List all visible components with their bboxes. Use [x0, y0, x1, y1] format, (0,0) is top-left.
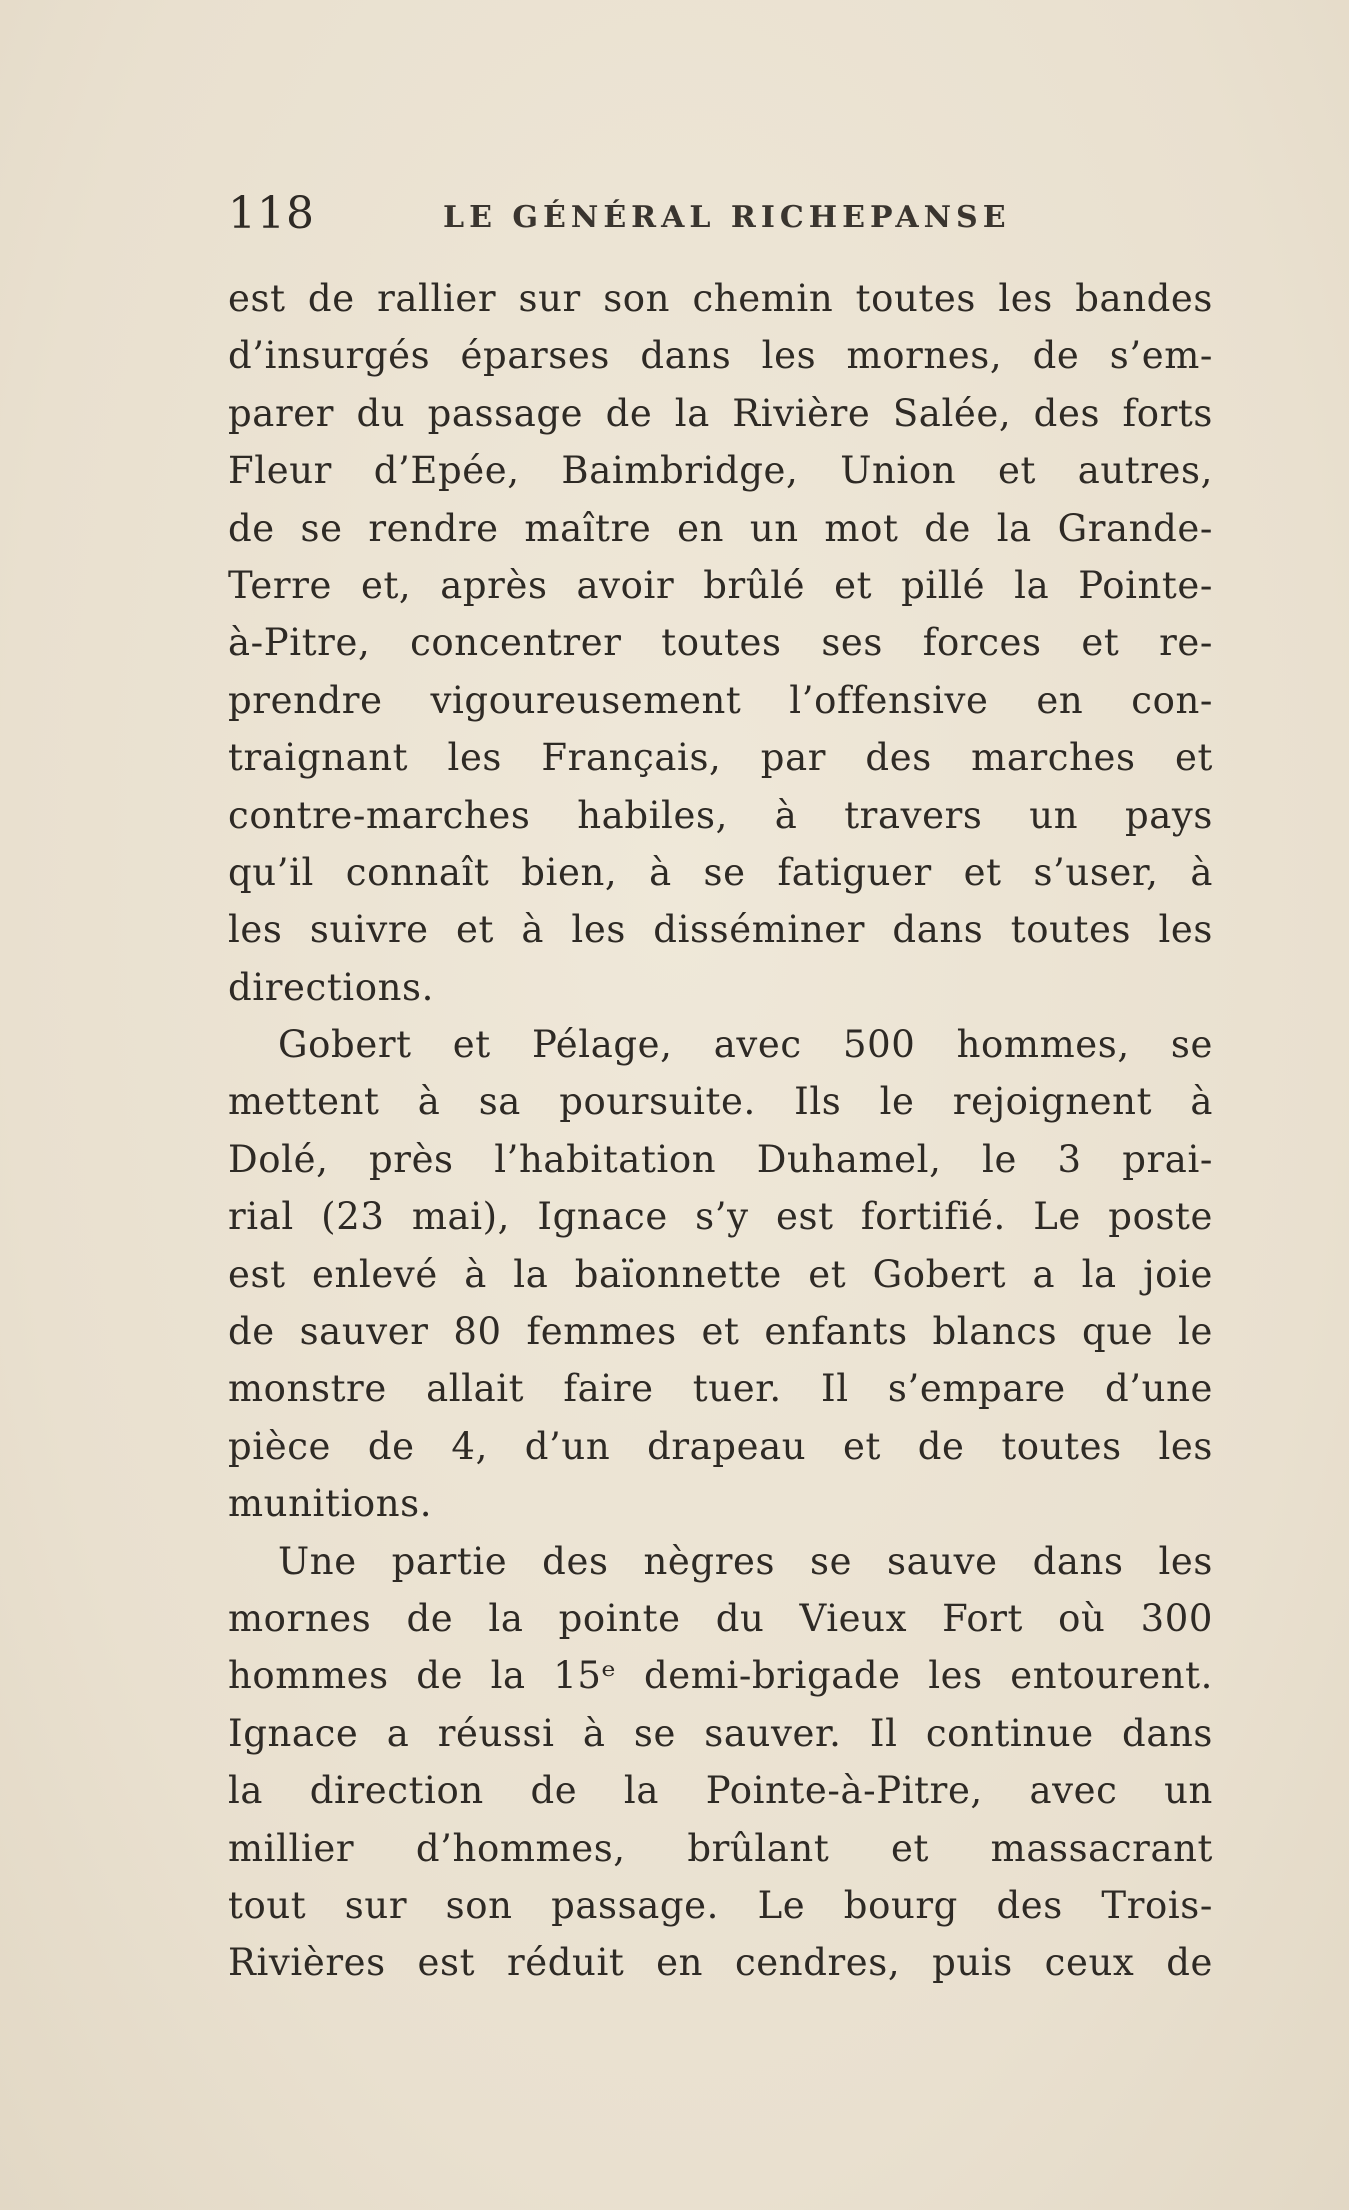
text-line: hommes de la 15ᵉ demi-brigade les entourent.	[228, 1654, 1213, 1698]
text-line: directions.	[228, 965, 434, 1009]
text-line: Terre et, après avoir brûlé et pillé la Pointe-	[228, 563, 1213, 607]
text-line: Une partie des nègres se sauve dans les	[278, 1539, 1213, 1583]
text-line: les suivre et à les disséminer dans toutes les	[228, 908, 1213, 952]
text-line: est enlevé à la baïonnette et Gobert a la joie	[228, 1252, 1213, 1296]
text-line: qu’il connaît bien, à se fatiguer et s’user, à	[228, 850, 1213, 894]
text-line: prendre vigoureusement l’offensive en con-	[228, 678, 1213, 722]
text-line: Ignace a réussi à se sauver. Il continue dans	[228, 1711, 1213, 1755]
text-line: de sauver 80 femmes et enfants blancs que le	[228, 1310, 1213, 1354]
text-line: pièce de 4, d’un drapeau et de toutes les	[228, 1424, 1213, 1468]
text-line: à-Pitre, concentrer toutes ses forces et re-	[228, 621, 1213, 665]
text-line: monstre allait faire tuer. Il s’empare d’une	[228, 1367, 1213, 1411]
text-line: d’insurgés éparses dans les mornes, de s’em-	[228, 334, 1213, 378]
page-number: 118	[228, 188, 315, 239]
text-line: mornes de la pointe du Vieux Fort où 300	[228, 1596, 1213, 1640]
text-line: Dolé, près l’habitation Duhamel, le 3 prai-	[228, 1137, 1213, 1181]
running-title: LE GÉNÉRAL RICHEPANSE	[443, 200, 1011, 235]
text-line: mettent à sa poursuite. Ils le rejoignent à	[228, 1080, 1213, 1124]
text-line: munitions.	[228, 1482, 433, 1526]
text-line: millier d’hommes, brûlant et massacrant	[228, 1826, 1213, 1870]
text-line: Gobert et Pélage, avec 500 hommes, se	[278, 1023, 1213, 1067]
text-line: rial (23 mai), Ignace s’y est fortifié. Le poste	[228, 1195, 1213, 1239]
text-line: de se rendre maître en un mot de la Grande-	[228, 506, 1213, 550]
text-line: contre-marches habiles, à travers un pays	[228, 793, 1213, 837]
page-header	[228, 188, 1218, 248]
text-line: Fleur d’Epée, Baimbridge, Union et autres,	[228, 449, 1213, 493]
body-text	[228, 270, 1213, 1992]
text-line: parer du passage de la Rivière Salée, des forts	[228, 391, 1213, 435]
text-line: tout sur son passage. Le bourg des Trois-	[228, 1883, 1213, 1927]
text-line: la direction de la Pointe-à-Pitre, avec un	[228, 1769, 1213, 1813]
text-line: est de rallier sur son chemin toutes les bandes	[228, 277, 1213, 320]
text-line: Rivières est réduit en cendres, puis ceux de	[228, 1941, 1213, 1985]
text-line: traignant les Français, par des marches et	[228, 736, 1213, 780]
